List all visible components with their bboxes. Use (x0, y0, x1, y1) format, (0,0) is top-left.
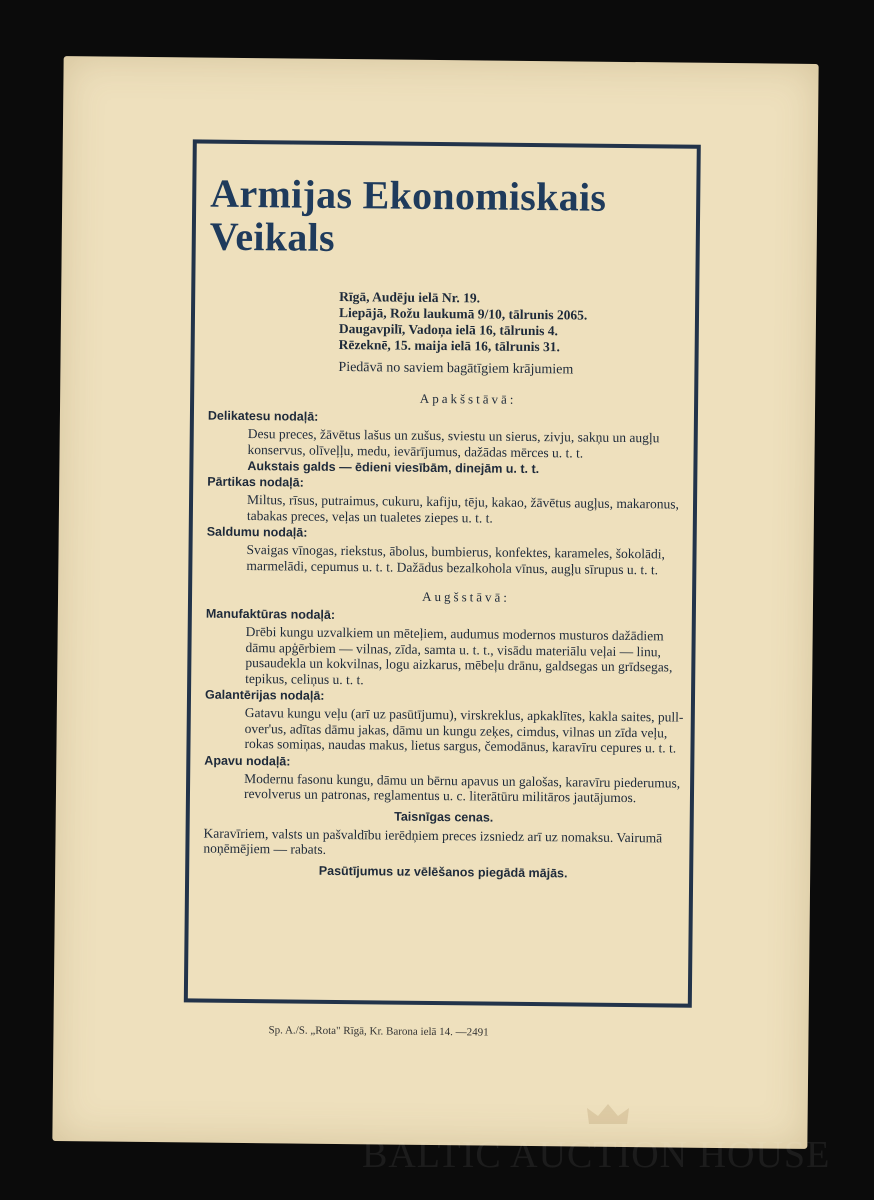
paper-page (52, 56, 818, 1149)
food-dept-heading: Pārtikas nodaļā: (207, 474, 304, 490)
address-liepaja: Liepājā, Rožu laukumā 9/10, tālrunis 2065. (338, 304, 588, 323)
delivery-note: Pasūtījumus uz vēlēšanos piegādā mājās. (318, 863, 568, 880)
deli-dept-heading: Delikatesu nodaļā: (207, 408, 319, 424)
ground-floor-heading: Apakšstāvā: (419, 390, 517, 407)
printer-imprint: Sp. A./S. „Rota" Rīgā, Kr. Barona ielā 14. —2491 (268, 1024, 489, 1039)
address-rezekne: Rēzeknē, 15. maija ielā 16, tālrunis 31. (338, 336, 560, 355)
advert-content (203, 148, 691, 881)
sweets-dept-heading: Saldumu nodaļā: (206, 524, 308, 540)
credit-note: Karavīriem, valsts un pašvaldību ierēdņiem preces izsniedz arī uz nomaksu. Vairumā noņēmējiem — rabats. (203, 825, 663, 857)
cold-table-line: Aukstais galds — ēdieni viesībām, dinejām u. t. t. (247, 459, 540, 477)
address-daugavpils: Daugavpilī, Vadoņa ielā 16, tālrunis 4. (338, 320, 558, 339)
galant-dept-heading: Galantērijas nodaļā: (204, 687, 325, 703)
manuf-dept-heading: Manufaktūras nodaļā: (205, 606, 336, 622)
upper-floor-heading: Augšstāvā: (422, 588, 511, 605)
shoe-text: Modernu fasonu kungu, dāmu un bērnu apavus un galošas, karavīru piederumus, revolverus un patronas, reglamentus u. c. literātūru militāros jautājumos. (243, 770, 681, 806)
store-title: Armijas Ekonomiskais Veikals (209, 170, 607, 260)
deli-text: Desu preces, žāvētus lašus un zušus, sviestu un sierus, zivju, sakņu un augļu konservus, olīveļļu, medu, ievārījumus, dažādas mērces u. t. t. (247, 426, 660, 461)
sweets-text: Svaigas vīnogas, riekstus, ābolus, bumbierus, konfektes, karameles, šokolādi, marmelādi, cepumus u. t. t. Dažādus bezalkohola vīnus, augļu sīrupus u. t. t. (246, 542, 666, 577)
crown-icon (585, 1102, 631, 1128)
shoe-dept-heading: Apavu nodaļā: (204, 753, 291, 768)
fair-prices: Taisnīgas cenas. (394, 809, 494, 825)
addresses (339, 289, 690, 357)
galant-text: Gatavu kungu veļu (arī uz pasūtījumu), virskreklus, apkaklītes, kakla saites, pull-over'us, adītas dāmu jakas, dāmu un kungu zeķes, cimdus, vilnas un zīda veļu, rokas somiņas, naudas makus, lietus sargus, čemodānus, karavīru cepures u. t. t. (244, 705, 684, 756)
food-text: Miltus, rīsus, putraimus, cukuru, kafiju, tēju, kakao, žāvētus augļus, makaronus, tabakas preces, veļas un tualetes ziepes u. t. t. (246, 492, 680, 526)
offer-line: Piedāvā no saviem bagātīgiem krājumiem (338, 359, 574, 378)
manuf-text: Drēbi kungu uzvalkiem un mēteļiem, audumus modernos musturos dažādiem dāmu apģērbiem — vilnas, zīda, samta u. t. t., visādu materiālu veļai — linu, pusaudekla un kokvilnas, logu aizkarus, mēbeļu drānu, galdsegas un grīdsegas, tepikus, celiņus u. t. t. (245, 624, 673, 687)
watermark: BALTIC AUCTION HOUSE (362, 1134, 831, 1176)
address-riga: Rīgā, Audēju ielā Nr. 19. (339, 288, 481, 306)
